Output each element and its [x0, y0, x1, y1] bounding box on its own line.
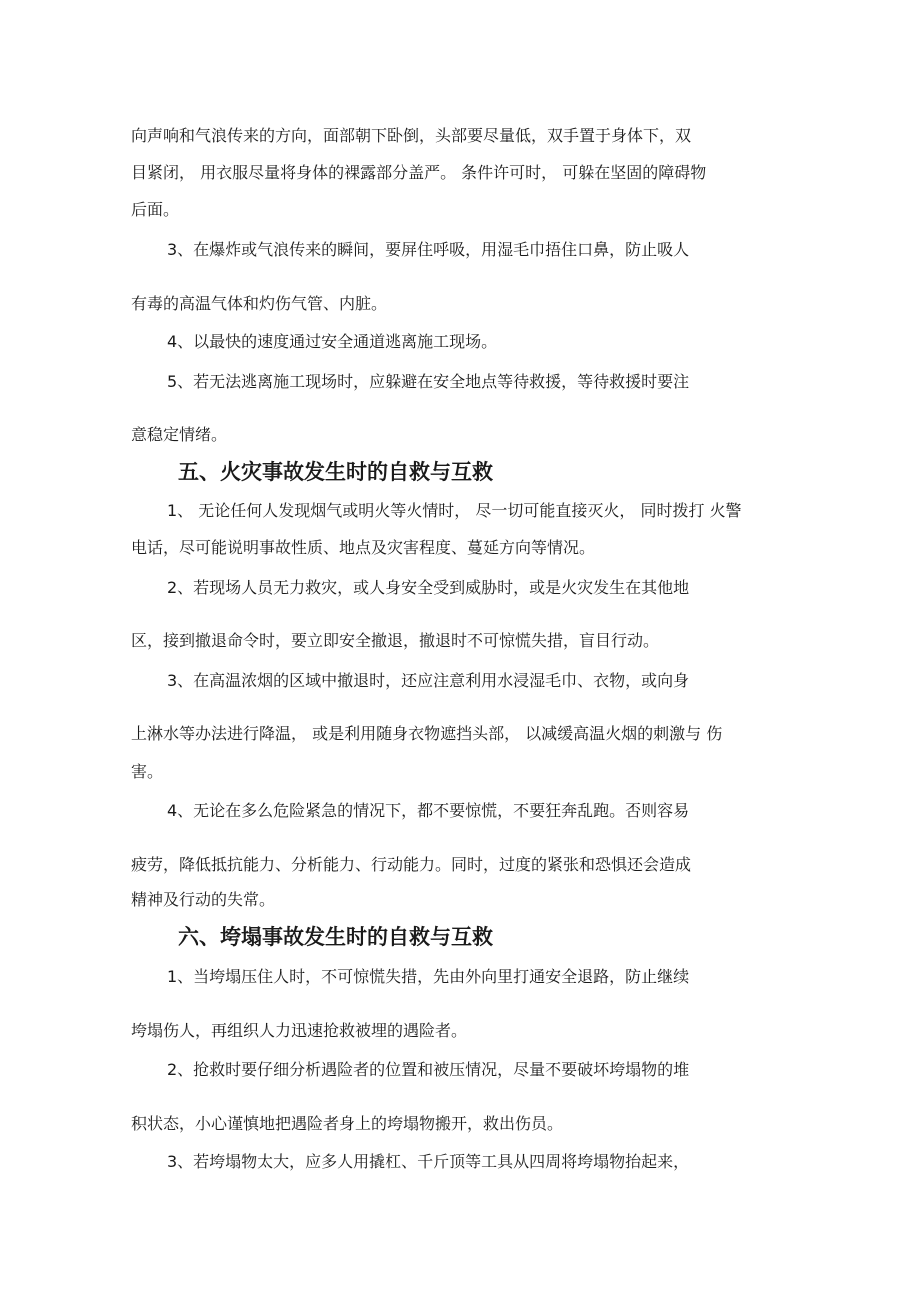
paragraph-line: 意稳定情绪。	[131, 425, 228, 444]
paragraph-line: 后面。	[131, 200, 180, 219]
paragraph-line: 害。	[131, 762, 164, 781]
paragraph-line: 垮塌伤人，再组织人力迅速抢救被埋的遇险者。	[131, 1021, 468, 1040]
paragraph-line: 4、无论在多么危险紧急的情况下，都不要惊慌，不要狂奔乱跑。否则容易	[167, 801, 690, 820]
paragraph-line: 5、若无法逃离施工现场时，应躲避在安全地点等待救援，等待救援时要注	[167, 372, 690, 391]
paragraph-line: 精神及行动的失常。	[131, 890, 276, 909]
paragraph-line: 3、若垮塌物太大，应多人用撬杠、千斤顶等工具从四周将垮塌物抬起来，	[167, 1152, 690, 1171]
paragraph-line: 3、在高温浓烟的区域中撤退时，还应注意利用水浸湿毛巾、衣物，或向身	[167, 671, 690, 690]
paragraph-line: 2、若现场人员无力救灾，或人身安全受到威胁时，或是火灾发生在其他地	[167, 578, 690, 597]
paragraph-line: 积状态，小心谨慎地把遇险者身上的垮塌物搬开，救出伤员。	[131, 1114, 564, 1133]
paragraph-line: 2、抢救时要仔细分析遇险者的位置和被压情况，尽量不要破坏垮塌物的堆	[167, 1060, 690, 1079]
paragraph-line: 4、以最快的速度通过安全通道逃离施工现场。	[167, 332, 498, 351]
paragraph-line: 有毒的高温气体和灼伤气管、内脏。	[131, 294, 388, 313]
paragraph-line: 电话，尽可能说明事故性质、地点及灾害程度、蔓延方向等情况。	[131, 538, 596, 557]
paragraph-line: 疲劳，降低抵抗能力、分析能力、行动能力。同时，过度的紧张和恐惧还会造成	[131, 855, 692, 874]
section-heading: 五、火灾事故发生时的自救与互救	[178, 459, 493, 484]
section-heading: 六、垮塌事故发生时的自救与互救	[178, 924, 493, 949]
paragraph-line: 3、在爆炸或气浪传来的瞬间，要屏住呼吸，用湿毛巾捂住口鼻，防止吸人	[167, 240, 690, 259]
paragraph-line: 1、 无论任何人发现烟气或明火等火情时， 尽一切可能直接灭火， 同时拨打 火警	[167, 501, 742, 520]
paragraph-line: 1、当垮塌压住人时，不可惊慌失措，先由外向里打通安全退路，防止继续	[167, 967, 690, 986]
paragraph-line: 向声响和气浪传来的方向，面部朝下卧倒，头部要尽量低，双手置于身体下，双	[131, 126, 692, 145]
paragraph-line: 目紧闭， 用衣服尽量将身体的裸露部分盖严。 条件许可时， 可躲在坚固的障碍物	[131, 163, 707, 182]
paragraph-line: 区，接到撤退命令时，要立即安全撤退，撤退时不可惊慌失措，盲目行动。	[131, 631, 660, 650]
paragraph-line: 上淋水等办法进行降温， 或是利用随身衣物遮挡头部， 以减缓高温火烟的刺激与 伤	[131, 724, 723, 743]
